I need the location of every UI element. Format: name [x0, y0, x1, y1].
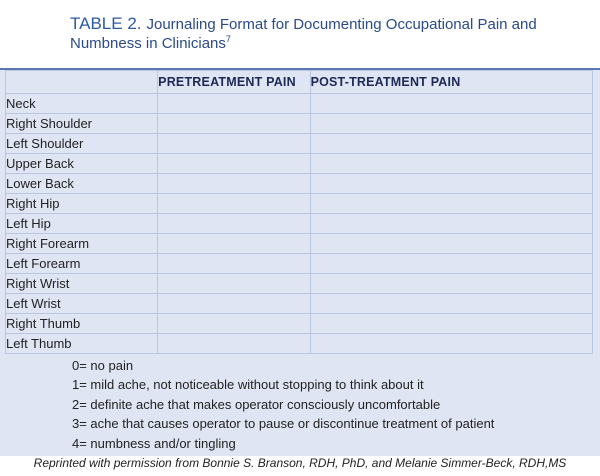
- row-label-left-shoulder: Left Shoulder: [6, 134, 158, 154]
- posttreatment-cell[interactable]: [310, 314, 592, 334]
- header-region: [6, 71, 158, 94]
- row-label-left-wrist: Left Wrist: [6, 294, 158, 314]
- row-label-left-thumb: Left Thumb: [6, 334, 158, 354]
- row-label-left-hip: Left Hip: [6, 214, 158, 234]
- row-label-upper-back: Upper Back: [6, 154, 158, 174]
- posttreatment-cell[interactable]: [310, 134, 592, 154]
- citation-superscript: 7: [225, 34, 231, 44]
- pretreatment-cell[interactable]: [158, 234, 310, 254]
- posttreatment-cell[interactable]: [310, 214, 592, 234]
- pretreatment-cell[interactable]: [158, 274, 310, 294]
- legend-item: 2= definite ache that makes operator consciously uncomfortable: [72, 396, 441, 412]
- table-row: [6, 154, 593, 174]
- table-row: [6, 294, 593, 314]
- header-posttreatment: POST-TREATMENT PAIN: [310, 71, 592, 94]
- table-row: [6, 194, 593, 214]
- legend-item: 4= numbness and/or tingling: [72, 435, 236, 451]
- table-row: [6, 94, 593, 114]
- table-row: [6, 254, 593, 274]
- posttreatment-cell[interactable]: [310, 274, 592, 294]
- journal-table-panel: [0, 68, 600, 456]
- posttreatment-cell[interactable]: [310, 334, 592, 354]
- table-row: [6, 174, 593, 194]
- row-label-left-forearm: Left Forearm: [6, 254, 158, 274]
- row-label-lower-back: Lower Back: [6, 174, 158, 194]
- pretreatment-cell[interactable]: [158, 214, 310, 234]
- posttreatment-cell[interactable]: [310, 294, 592, 314]
- pretreatment-cell[interactable]: [158, 174, 310, 194]
- legend-item: 3= ache that causes operator to pause or discontinue treatment of patient: [72, 416, 495, 432]
- table-row: [6, 274, 593, 294]
- legend-item: 1= mild ache, not noticeable without stopping to think about it: [72, 377, 424, 393]
- posttreatment-cell[interactable]: [310, 234, 592, 254]
- posttreatment-cell[interactable]: [310, 154, 592, 174]
- pretreatment-cell[interactable]: [158, 314, 310, 334]
- table-title: [70, 14, 590, 53]
- pretreatment-cell[interactable]: [158, 94, 310, 114]
- table-header-row: [6, 71, 593, 94]
- table-row: [6, 334, 593, 354]
- pretreatment-cell[interactable]: [158, 294, 310, 314]
- pretreatment-cell[interactable]: [158, 334, 310, 354]
- row-label-right-wrist: Right Wrist: [6, 274, 158, 294]
- pretreatment-cell[interactable]: [158, 154, 310, 174]
- header-pretreatment: PRETREATMENT PAIN: [158, 71, 310, 94]
- row-label-right-thumb: Right Thumb: [6, 314, 158, 334]
- pain-scale-legend: [72, 356, 592, 453]
- table-row: [6, 314, 593, 334]
- posttreatment-cell[interactable]: [310, 174, 592, 194]
- table-number-label: TABLE 2.: [70, 14, 142, 33]
- table-row: [6, 134, 593, 154]
- posttreatment-cell[interactable]: [310, 254, 592, 274]
- table-row: [6, 234, 593, 254]
- pretreatment-cell[interactable]: [158, 134, 310, 154]
- pretreatment-cell[interactable]: [158, 114, 310, 134]
- row-label-right-forearm: Right Forearm: [6, 234, 158, 254]
- table-row: [6, 114, 593, 134]
- table-title-text: Journaling Format for Documenting Occupational Pain and Numbness in Clinicians: [70, 16, 537, 52]
- journal-table: [5, 70, 593, 354]
- pretreatment-cell[interactable]: [158, 254, 310, 274]
- row-label-right-hip: Right Hip: [6, 194, 158, 214]
- table-row: [6, 214, 593, 234]
- legend-item: 0= no pain: [72, 358, 134, 373]
- pretreatment-cell[interactable]: [158, 194, 310, 214]
- posttreatment-cell[interactable]: [310, 114, 592, 134]
- row-label-neck: Neck: [6, 94, 158, 114]
- posttreatment-cell[interactable]: [310, 194, 592, 214]
- reprint-credit: Reprinted with permission from Bonnie S. Branson, RDH, PhD, and Melanie Simmer-Beck, RDH,MS: [33, 456, 567, 470]
- row-label-right-shoulder: Right Shoulder: [6, 114, 158, 134]
- posttreatment-cell[interactable]: [310, 94, 592, 114]
